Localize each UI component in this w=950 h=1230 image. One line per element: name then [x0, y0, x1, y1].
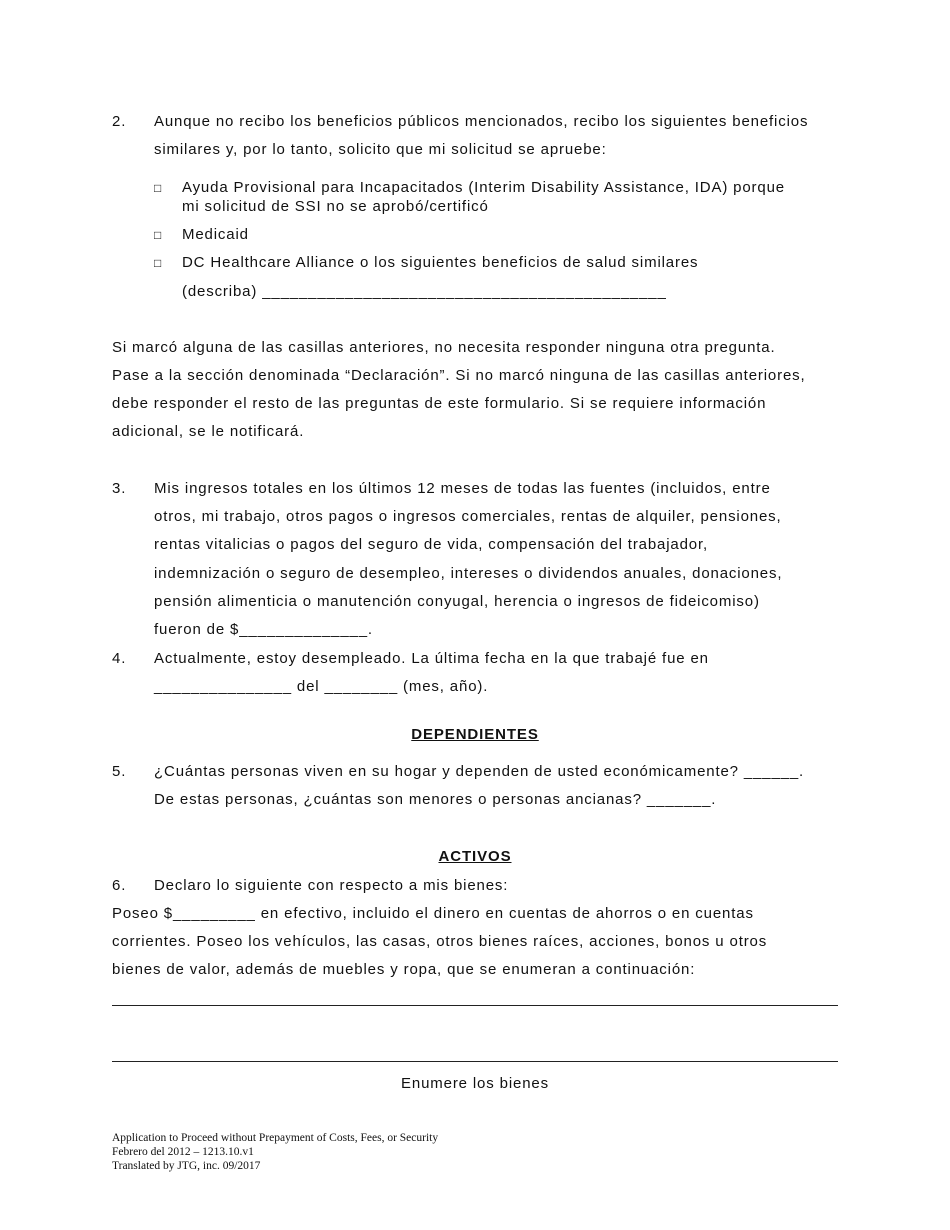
instructions-line-4: adicional, se le notificará.: [112, 423, 305, 440]
checkbox-dc-healthcare-alliance[interactable]: □: [154, 256, 163, 270]
item-2-text-line-2: similares y, por lo tanto, solicito que mi solicitud se apruebe:: [154, 141, 607, 158]
item-2-number: 2.: [112, 113, 127, 130]
footer-line-1: Application to Proceed without Prepayment of Costs, Fees, or Security: [112, 1132, 439, 1144]
item-5-household-field[interactable]: ¿Cuántas personas viven en su hogar y dependen de usted económicamente? ______.: [154, 763, 805, 780]
option-ida-line-2: mi solicitud de SSI no se aprobó/certificó: [182, 198, 489, 215]
footer-line-3: Translated by JTG, inc. 09/2017: [112, 1160, 261, 1172]
option-dc-healthcare-describe-field[interactable]: (describa) ____________________________________________: [182, 283, 667, 300]
item-4-date-field[interactable]: _______________ del ________ (mes, año).: [154, 678, 489, 695]
item-2-text-line-1: Aunque no recibo los beneficios públicos mencionados, recibo los siguientes beneficios: [154, 113, 809, 130]
item-3-line: rentas vitalicias o pagos del seguro de vida, compensación del trabajador,: [154, 536, 709, 553]
option-medicaid: Medicaid: [182, 226, 249, 243]
instructions-line-1: Si marcó alguna de las casillas anteriores, no necesita responder ninguna otra pregunta.: [112, 339, 776, 356]
item-3-number: 3.: [112, 480, 127, 497]
item-6-number: 6.: [112, 877, 127, 894]
instructions-line-2: Pase a la sección denominada “Declaración”. Si no marcó ninguna de las casillas anteriores,: [112, 367, 806, 384]
item-3-line: otros, mi trabajo, otros pagos o ingresos comerciales, rentas de alquiler, pensiones,: [154, 508, 782, 525]
assets-list-line-1[interactable]: [112, 1005, 838, 1006]
option-dc-healthcare-line-1: DC Healthcare Alliance o los siguientes beneficios de salud similares: [182, 254, 699, 271]
item-4-number: 4.: [112, 650, 127, 667]
instructions-line-3: debe responder el resto de las preguntas de este formulario. Si se requiere información: [112, 395, 767, 412]
item-3-line: Mis ingresos totales en los últimos 12 meses de todas las fuentes (incluidos, entre: [154, 480, 771, 497]
assets-list-line-2[interactable]: [112, 1061, 838, 1062]
footer-line-2: Febrero del 2012 – 1213.10.v1: [112, 1146, 254, 1158]
item-4-line-1: Actualmente, estoy desempleado. La última fecha en la que trabajé fue en: [154, 650, 709, 667]
assets-cash-field[interactable]: Poseo $_________ en efectivo, incluido el dinero en cuentas de ahorros o en cuentas: [112, 905, 754, 922]
checkbox-ida[interactable]: □: [154, 181, 163, 195]
item-3-line: indemnización o seguro de desempleo, intereses o dividendos anuales, donaciones,: [154, 565, 783, 582]
assets-text-line-3: bienes de valor, además de muebles y ropa, que se enumeran a continuación:: [112, 961, 696, 978]
option-ida-line-1: Ayuda Provisional para Incapacitados (Interim Disability Assistance, IDA) porque: [182, 179, 785, 196]
item-6-intro: Declaro lo siguiente con respecto a mis bienes:: [154, 877, 509, 894]
item-3-income-field[interactable]: fueron de $______________.: [154, 621, 373, 638]
dependents-heading: DEPENDIENTES: [411, 726, 539, 743]
assets-heading: ACTIVOS: [438, 848, 512, 865]
item-5-number: 5.: [112, 763, 127, 780]
assets-text-line-2: corrientes. Poseo los vehículos, las casas, otros bienes raíces, acciones, bonos u otros: [112, 933, 768, 950]
checkbox-medicaid[interactable]: □: [154, 228, 163, 242]
item-3-line: pensión alimenticia o manutención conyugal, herencia o ingresos de fideicomiso): [154, 593, 760, 610]
assets-list-caption: Enumere los bienes: [401, 1075, 549, 1092]
item-5-minors-field[interactable]: De estas personas, ¿cuántas son menores o personas ancianas? _______.: [154, 791, 717, 808]
